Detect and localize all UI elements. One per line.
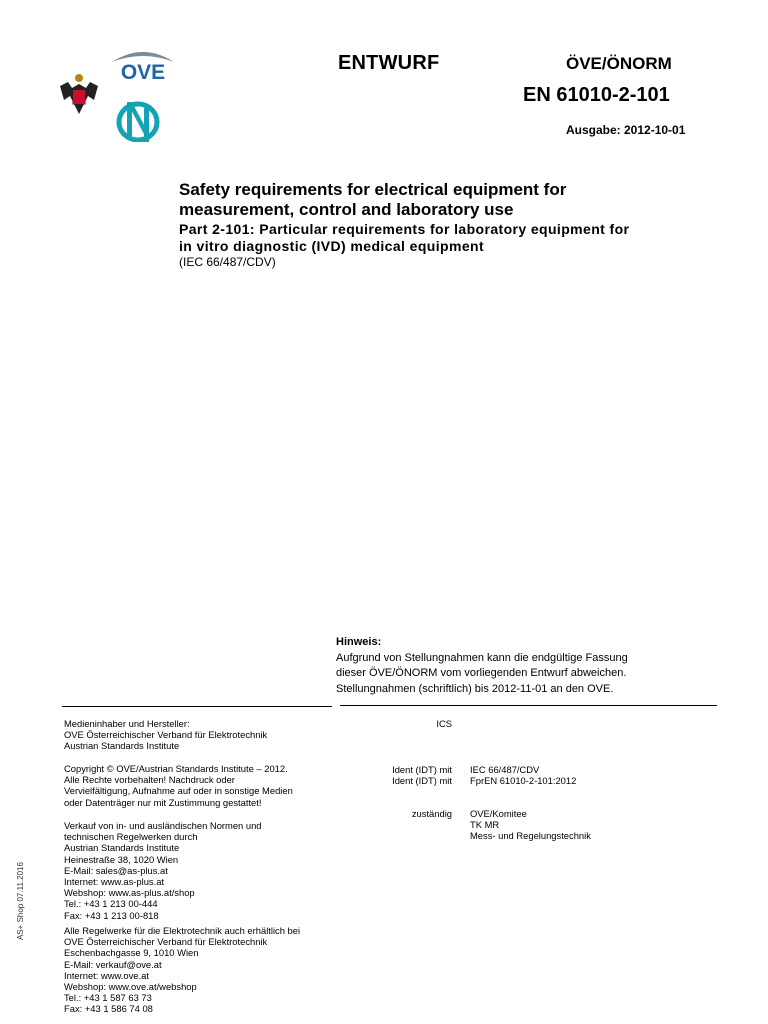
publisher-block <box>64 718 334 752</box>
publisher-line: OVE Österreichischer Verband für Elektrotechnik <box>64 729 268 741</box>
responsible-label: zuständig <box>411 808 452 819</box>
sales-ove-fax: Fax: +43 1 586 74 08 <box>64 1003 153 1015</box>
ident-label: Ident (IDT) mit <box>392 764 452 775</box>
norm-number: EN 61010-2-101 <box>523 84 670 106</box>
copyright-line: Copyright © OVE/Austrian Standards Institute – 2012. <box>64 763 288 774</box>
ove-logo <box>108 48 178 88</box>
sales-asi-tel: Tel.: +43 1 213 00-444 <box>64 898 158 910</box>
ident-value-iec: IEC 66/487/CDV <box>470 764 540 775</box>
sales-ove-webshop: Webshop: www.ove.at/webshop <box>64 981 197 993</box>
norm-label: ÖVE/ÖNORM <box>566 54 672 73</box>
part-title-line-1: Part 2-101: Particular requirements for laboratory equipment for <box>179 221 630 237</box>
sales-asi-webshop: Webshop: www.as-plus.at/shop <box>64 887 195 899</box>
responsible-committee: OVE/Komitee <box>470 808 527 819</box>
note-line-1: Aufgrund von Stellungnahmen kann die endgültige Fassung <box>336 651 628 664</box>
sales-ove-internet: Internet: www.ove.at <box>64 969 149 981</box>
publisher-line: Medieninhaber und Hersteller: <box>64 718 190 729</box>
iec-reference: (IEC 66/487/CDV) <box>179 255 276 269</box>
part-title-line-2: in vitro diagnostic (IVD) medical equipment <box>179 238 485 254</box>
ics-label: ICS <box>436 718 452 729</box>
on-norm-icon <box>114 98 162 142</box>
side-stamp: AS+ Shop 07.11.2016 <box>16 862 25 940</box>
sales-asi-block <box>64 820 334 921</box>
ove-logo-text: OVE <box>120 61 166 84</box>
draft-label: ENTWURF <box>338 52 440 74</box>
note-line-3: Stellungnahmen (schriftlich) bis 2012-11-01 an den OVE. <box>336 682 614 695</box>
main-title-line-1: Safety requirements for electrical equipment for <box>179 180 567 199</box>
publisher-line: Austrian Standards Institute <box>64 740 180 752</box>
ident-value-en: FprEN 61010-2-101:2012 <box>470 775 577 786</box>
sales-ove-tel: Tel.: +43 1 587 63 73 <box>64 992 152 1004</box>
copyright-block <box>64 763 334 808</box>
edition-date: Ausgabe: 2012-10-01 <box>566 123 686 137</box>
sales-ove-line: OVE Österreichischer Verband für Elektrotechnik <box>64 936 268 948</box>
main-title-line-2: measurement, control and laboratory use <box>179 200 514 219</box>
sales-asi-line: Verkauf von in- und ausländischen Normen und <box>64 820 262 831</box>
sales-ove-block <box>64 925 334 1015</box>
sales-ove-line: Eschenbachgasse 9, 1010 Wien <box>64 947 199 959</box>
ident-label: Ident (IDT) mit <box>392 775 452 786</box>
copyright-line: Alle Rechte vorbehalten! Nachdruck oder <box>64 774 235 786</box>
sales-ove-email: E-Mail: verkauf@ove.at <box>64 958 162 970</box>
sales-asi-line: Heinestraße 38, 1020 Wien <box>64 853 179 865</box>
copyright-line: oder Datenträger nur mit Zustimmung gestattet! <box>64 796 262 808</box>
note-block <box>336 635 716 697</box>
note-line-2: dieser ÖVE/ÖNORM vom vorliegenden Entwurf abweichen. <box>336 667 627 679</box>
sales-asi-line: Austrian Standards Institute <box>64 842 180 854</box>
divider-right <box>340 705 717 706</box>
copyright-line: Vervielfältigung, Aufnahme auf oder in sonstige Medien <box>64 785 293 797</box>
responsible-field: Mess- und Regelungstechnik <box>470 830 591 842</box>
sales-asi-line: technischen Regelwerken durch <box>64 831 198 843</box>
sales-asi-email: E-Mail: sales@as-plus.at <box>64 864 168 876</box>
responsible-tk: TK MR <box>470 819 500 831</box>
responsible-value <box>470 808 591 842</box>
title-block <box>179 180 699 270</box>
sales-ove-line: Alle Regelwerke für die Elektrotechnik auch erhältlich bei <box>64 925 301 936</box>
austrian-eagle-icon <box>58 70 100 118</box>
note-heading: Hinweis: <box>336 636 382 648</box>
divider-left <box>62 706 332 707</box>
sales-asi-internet: Internet: www.as-plus.at <box>64 876 165 888</box>
sales-asi-fax: Fax: +43 1 213 00-818 <box>64 909 159 921</box>
